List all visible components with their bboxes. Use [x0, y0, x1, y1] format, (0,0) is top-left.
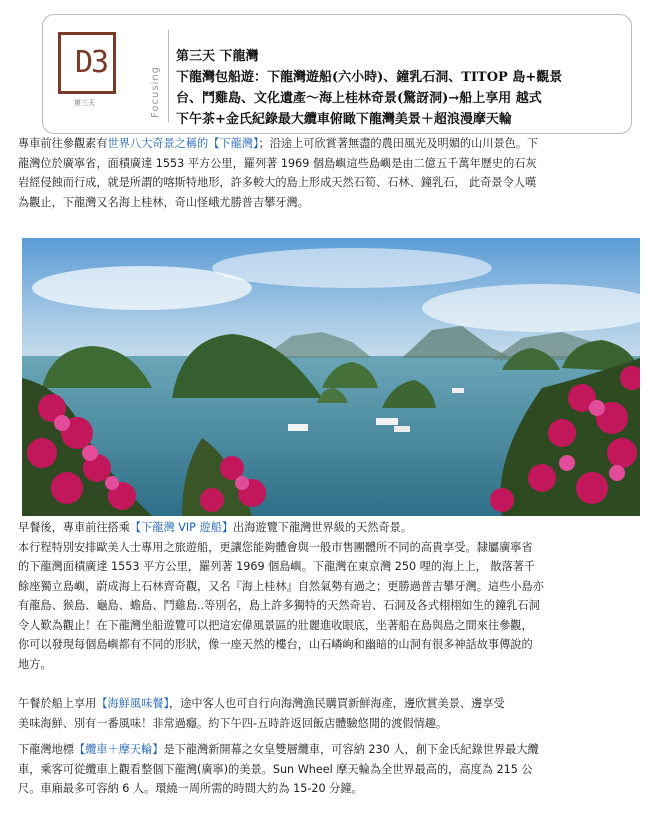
intro-highlight: 世界八大奇景之稱的【下龍灣】 [107, 137, 259, 150]
day-badge-logo [58, 26, 128, 118]
cable-car-line: 車，乘客可從纜車上觀看整個下龍灣(廣寧)的美景。Sun Wheel 摩天輪為全世界最高的，高度為 215 公 [18, 762, 533, 776]
intro-line: 岩經侵蝕而行成，就是所謂的喀斯特地形，許多較大的島上形成天然石筍、石林、鐘乳石， 此奇景令人嘆 [18, 176, 537, 189]
cruise-text: 早餐後，專車前往搭乘 [18, 521, 130, 534]
cable-car-highlight: 【纜車＋摩天輪】 [73, 743, 164, 756]
day-badge-text: D3 [75, 45, 108, 80]
cruise-line: 有龍島、猴島、龜島、蟾島、鬥雞島..等別名，島上許多獨特的天然奇岩、石洞及各式栩栩如生的鐘乳石洞 [18, 599, 540, 612]
cable-car-paragraph [18, 740, 642, 799]
cruise-line: 的下龍灣面積廣達 1553 平方公里，羅列著 1969 個島嶼。下龍灣在東京灣 250 哩的海上上， 散落著千 [18, 560, 536, 573]
lunch-text: 午餐於船上享用 [18, 697, 97, 710]
cruise-line: 本行程特別安排歐美人士專用之旅遊船，更讓您能夠體會與一般市售團體所不同的高貴享受。隸屬廣寧省 [18, 540, 533, 554]
title-line-3: 台、鬥雞島、文化遺產～海上桂林奇景(驚訝洞)→船上享用 越式 [176, 91, 542, 106]
lunch-text: ，途中客人也可自行向海灣漁民購買新鮮海產，邊欣賞美景、邊享受 [169, 697, 505, 710]
intro-text: 專車前往參觀素有 [18, 137, 108, 150]
cruise-line: 餘座獨立島嶼，蔚成海上石林齊奇觀，又名『海上桂林』自然氣勢有過之；更勝過普吉攀牙灣。這些小島亦 [18, 579, 544, 593]
lunch-highlight: 【海鮮風味餐】 [96, 697, 170, 710]
cruise-line: 地方。 [18, 657, 52, 671]
cruise-paragraph [18, 518, 642, 674]
cruise-line: 你可以發現每個島嶼都有不同的形狀，像一座天然的樓台，山石嶙峋和幽暗的山洞有很多神話故事傳說的 [18, 638, 533, 651]
cruise-line: 令人歎為觀止！在下龍灣坐船遊覽可以把這宏偉風景區的壯麗進收眼底，坐著船在島與島之間來往參觀， [18, 618, 533, 632]
lunch-line: 美味海鮮、別有一番風味！非常過癮。約下午四-五時許返回飯店體驗悠閒的渡假情趣。 [18, 716, 448, 730]
intro-paragraph [18, 134, 642, 212]
title-line-4: 下午茶+金氏紀錄最大纜車俯瞰下龍灣美景＋超浪漫摩天輪 [176, 112, 512, 127]
title-line-1: 第三天 下龍灣 [176, 49, 259, 64]
cable-car-text: 是下龍灣新開幕之女皇雙層纜車，可容納 230 人，創下金氏紀錄世界最大纜 [163, 743, 539, 756]
halong-bay-photo [22, 238, 640, 516]
day-title-block [176, 46, 624, 130]
intro-text: ；沿途上可欣賞著無盡的農田風光及明媚的山川景色。下 [258, 137, 539, 150]
intro-line: 龍灣位於廣寧省，面積廣達 1553 平方公里，羅列著 1969 個島嶼這些島嶼是由二億五千萬年歷史的石灰 [18, 156, 537, 170]
title-line-2: 下龍灣包船遊：下龍灣遊船(六小時)、鐘乳石洞、TITOP 島+觀景 [176, 70, 563, 85]
day-badge-subtitle: 第三天 [74, 99, 95, 107]
cable-car-line: 尺。車廂最多可容納 6 人。環繞一周所需的時間大約為 15-20 分鐘。 [18, 782, 363, 795]
header-divider [168, 30, 169, 122]
cruise-highlight: 【下龍灣 VIP 遊船】 [129, 521, 234, 534]
focusing-label: Focusing [150, 65, 161, 118]
intro-line: 為觀止，下龍灣又名海上桂林，奇山怪峨尤勝普吉攀牙灣。 [18, 195, 309, 209]
cruise-text: 出海遊覽下龍灣世界級的天然奇景。 [233, 521, 413, 534]
lunch-paragraph [18, 694, 642, 733]
cable-car-text: 下龍灣地標 [18, 743, 74, 756]
